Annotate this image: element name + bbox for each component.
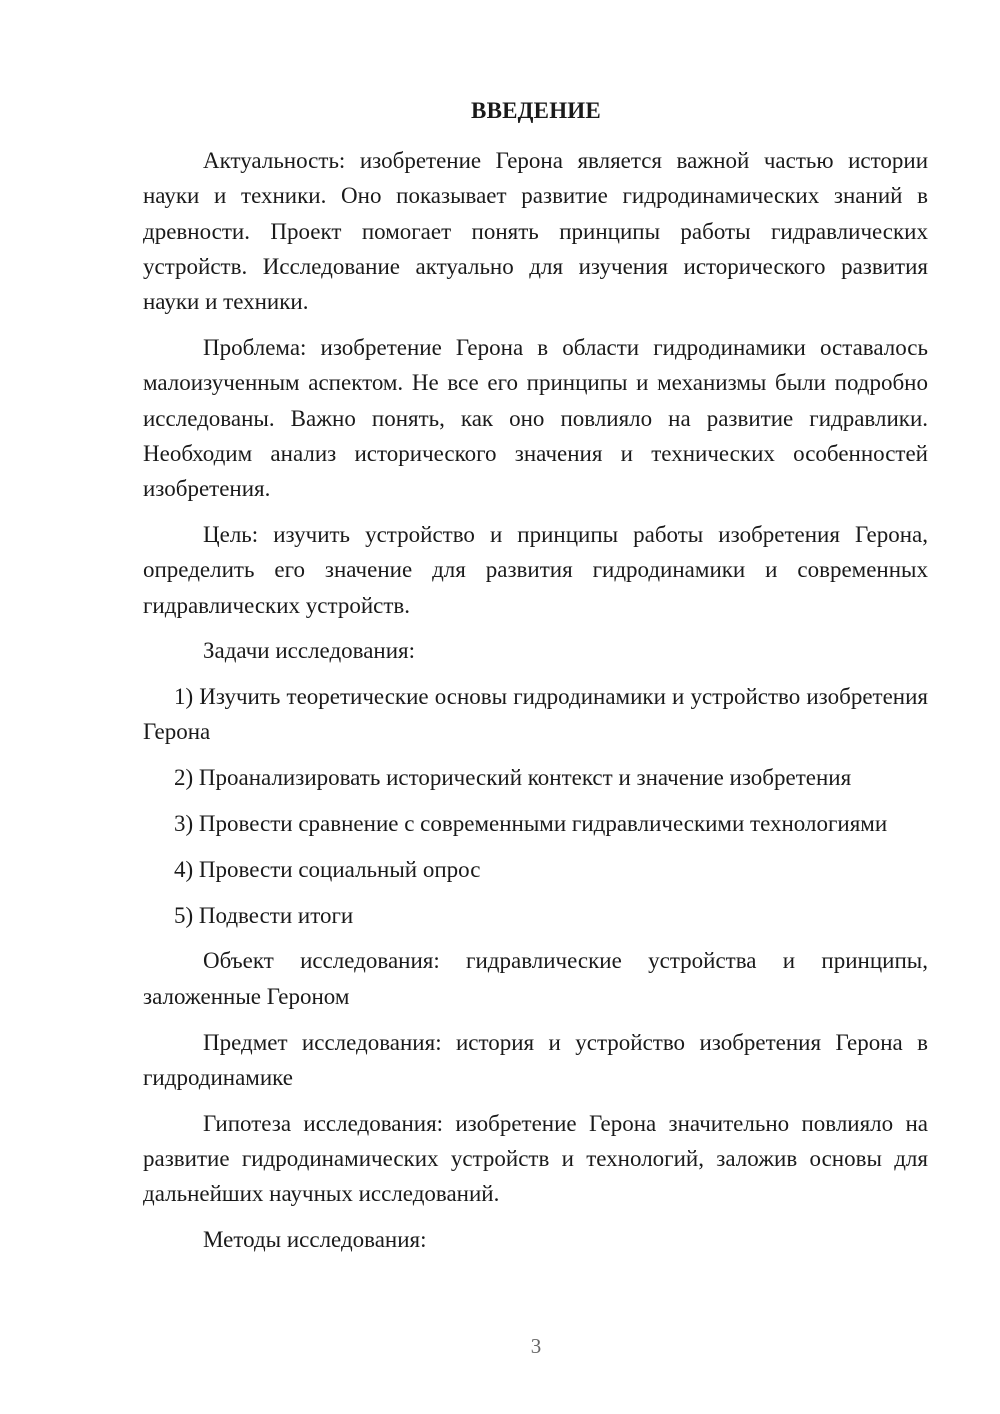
document-body: [143, 143, 928, 1268]
methods-heading: Методы исследования:: [203, 1227, 427, 1253]
task-item: 4) Провести социальный опрос: [174, 856, 481, 882]
tasks-heading: Задачи исследования:: [203, 638, 416, 664]
problem-paragraph: Проблема: изобретение Герона в области гидродинамики оставалось малоизученным аспектом. Не все его принципы и механизмы были подробно исследованы. Важно понять, как оно повлияло на развитие гидравлики. Необходим анализ исторического значения и технических особенностей изобретения.: [143, 334, 928, 502]
task-item: 3) Провести сравнение с современными гидравлическими технологиями: [174, 811, 888, 837]
goal-paragraph: Цель: изучить устройство и принципы работы изобретения Герона, определить его значение для развития гидродинамики и современных гидравлических устройств.: [143, 521, 928, 618]
relevance-paragraph: Актуальность: изобретение Герона является важной частью истории науки и техники. Оно показывает развитие гидродинамических знаний в древности. Проект помогает понять принципы работы гидравлических устройств. Исследование актуально для изучения исторического развития науки и техники.: [143, 148, 928, 315]
task-item: 5) Подвести итоги: [174, 902, 354, 928]
object-paragraph: Объект исследования: гидравлические устройства и принципы, заложенные Героном: [143, 948, 928, 1009]
section-title: ВВЕДЕНИЕ: [471, 98, 601, 123]
subject-paragraph: Предмет исследования: история и устройство изобретения Герона в гидродинамике: [143, 1029, 928, 1090]
task-item: 1) Изучить теоретические основы гидродинамики и устройство изобретения Герона: [143, 684, 928, 745]
hypothesis-paragraph: Гипотеза исследования: изобретение Герона значительно повлияло на развитие гидродинамических устройств и технологий, заложив основы для дальнейших научных исследований.: [143, 1110, 928, 1207]
task-item: 2) Проанализировать исторический контекст и значение изобретения: [174, 765, 852, 791]
page-number: 3: [530, 1334, 542, 1358]
